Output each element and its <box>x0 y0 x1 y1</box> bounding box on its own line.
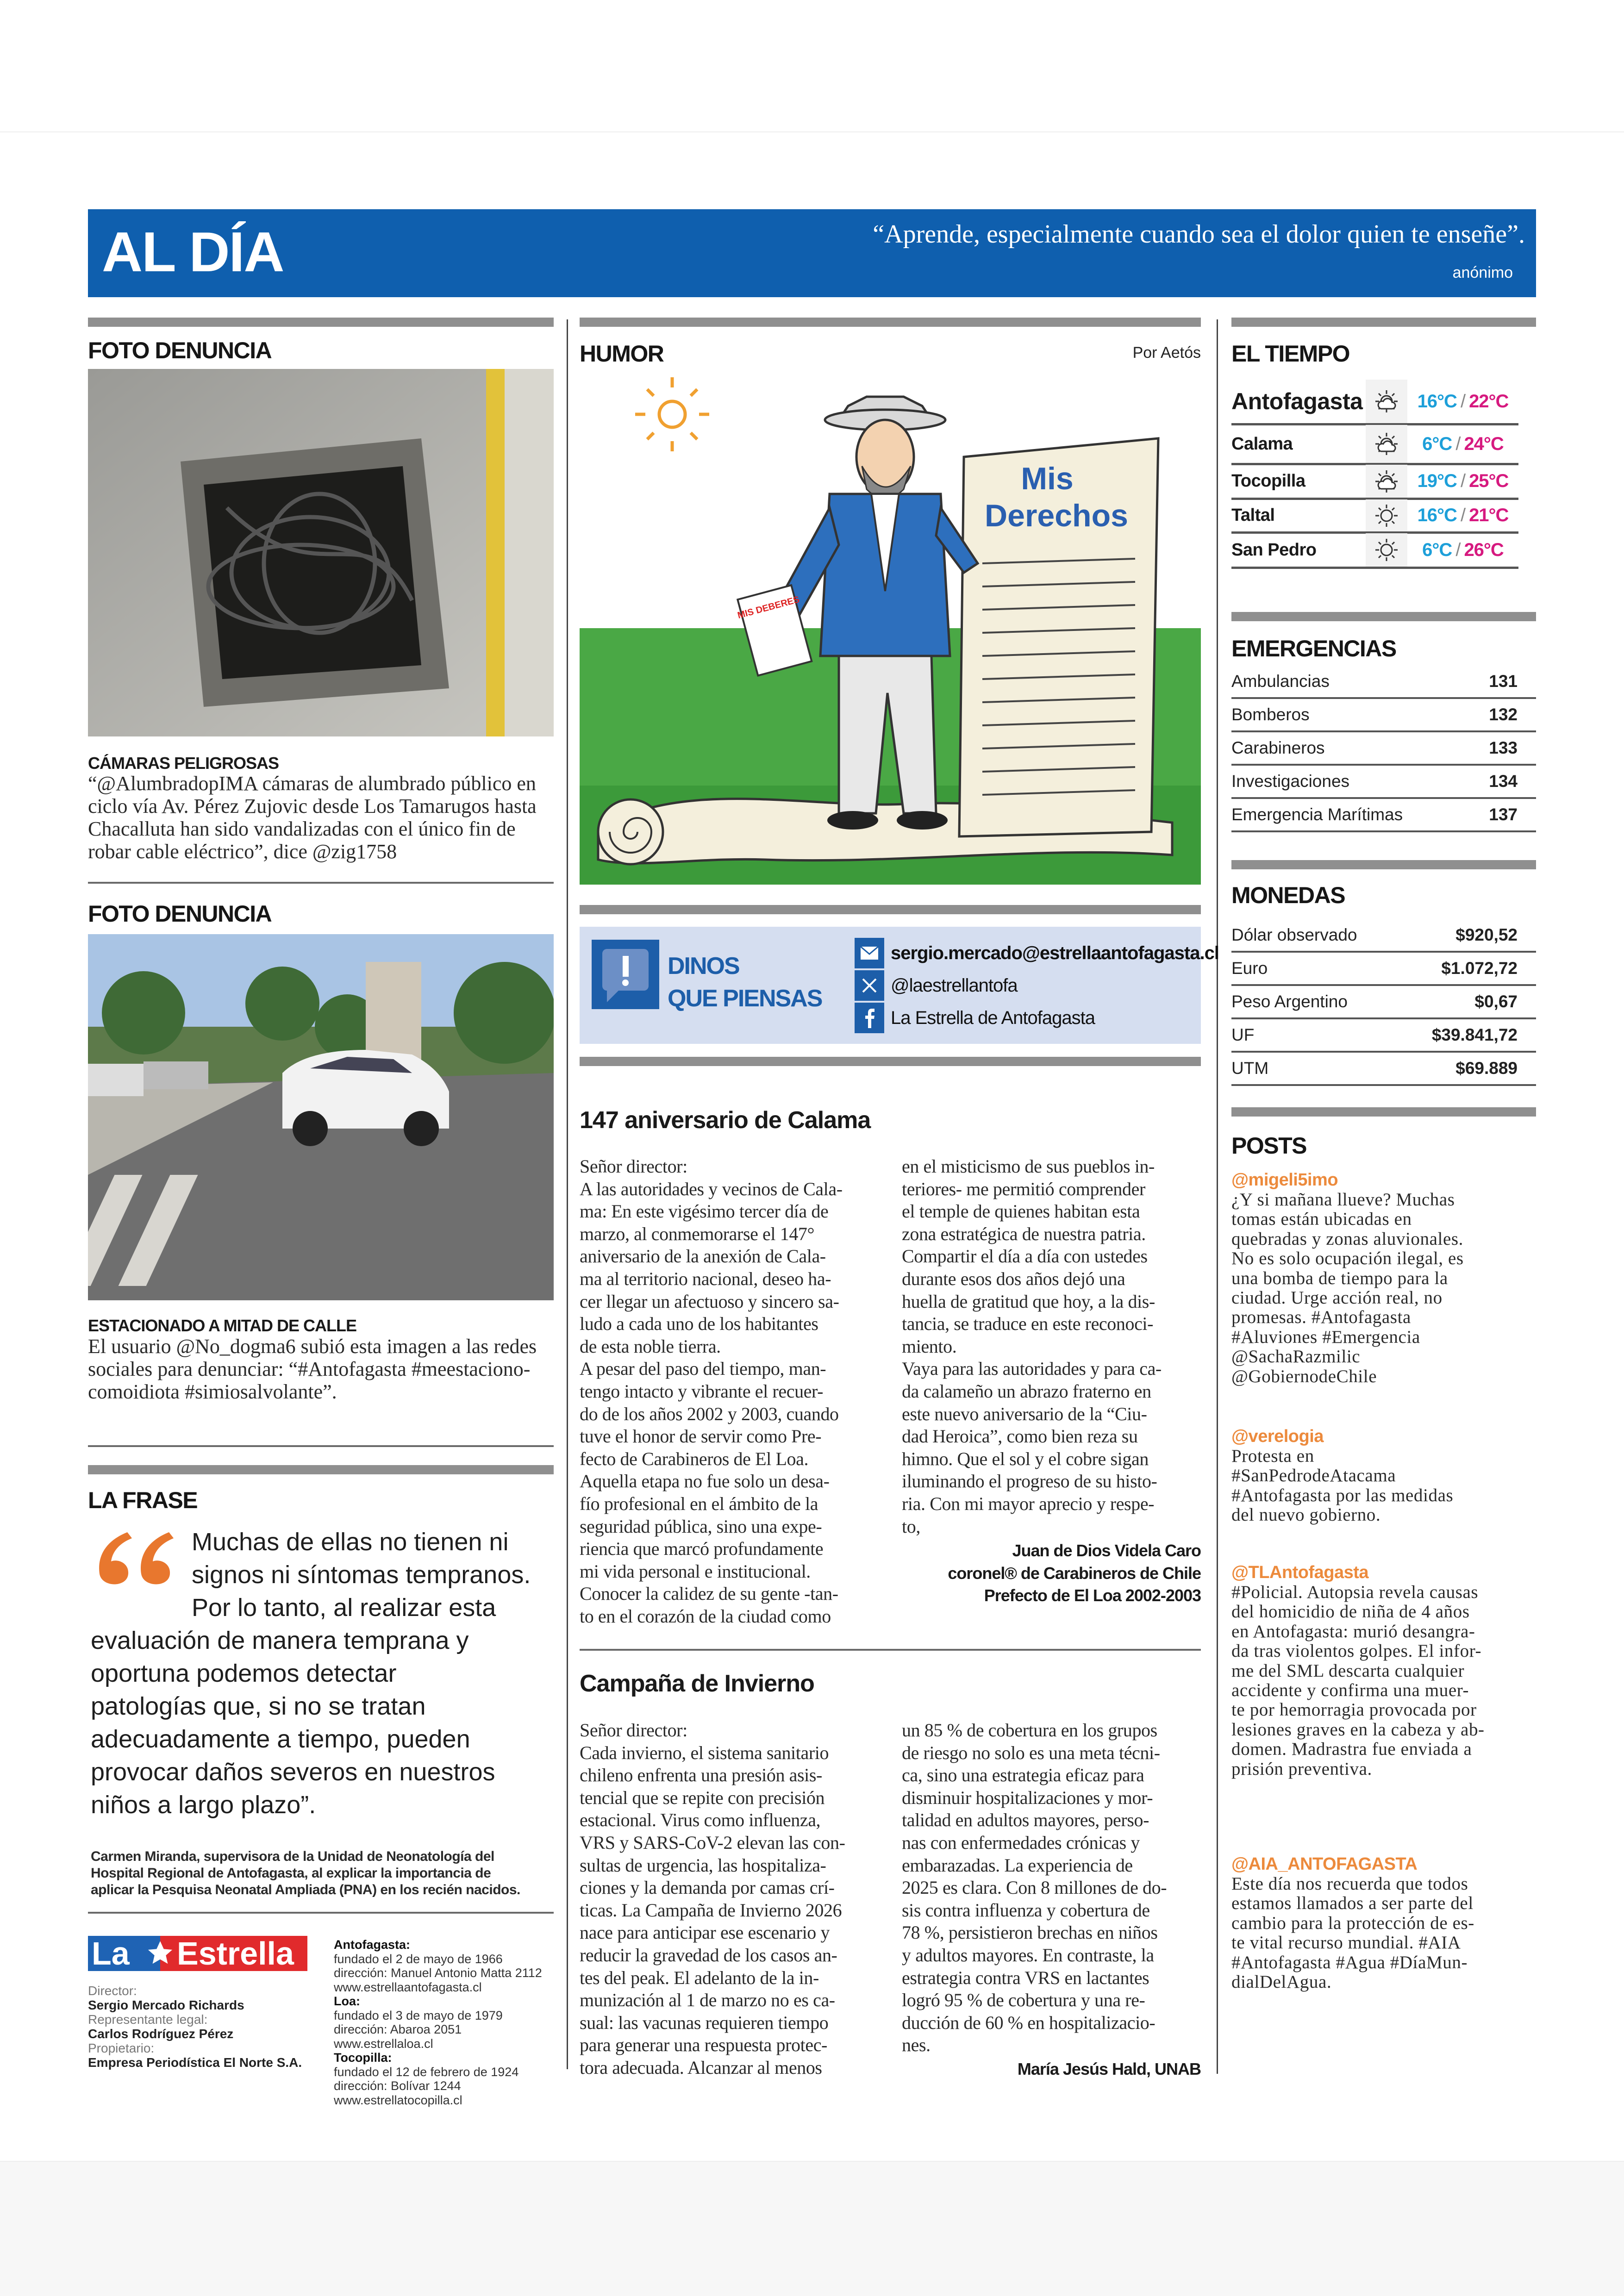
post-text-line: No es solo ocupación ilegal, es <box>1231 1248 1464 1269</box>
page-edge <box>0 131 1624 132</box>
emergencies-row <box>1231 799 1536 832</box>
post-text-line: #SanPedrodeAtacama <box>1231 1466 1396 1486</box>
text-line: A las autoridades y vecinos de Cala- <box>580 1178 843 1199</box>
post-text-line: Este día nos recuerda que todos <box>1231 1874 1468 1894</box>
emergencies-label: Emergencia Marítimas <box>1231 805 1403 824</box>
post-text-line: tomas están ubicadas en <box>1231 1209 1412 1229</box>
post-text-line: promesas. #Antofagasta <box>1231 1307 1411 1328</box>
post-item <box>1231 1170 1464 1386</box>
temp-separator: / <box>1460 505 1466 525</box>
weather-city: Taltal <box>1231 505 1275 525</box>
text-line: mi vida personal e institucional. <box>580 1560 811 1582</box>
post-text-line: estamos llamados a ser parte del <box>1231 1893 1474 1914</box>
edition-address: dirección: Bolívar 1244 <box>334 2079 461 2093</box>
weather-temps <box>1407 471 1518 492</box>
text-line: zona estratégica de nuestra patria. <box>902 1223 1146 1244</box>
post-text-line: #Aluviones #Emergencia <box>1231 1327 1420 1347</box>
weather-row <box>1231 499 1518 534</box>
text-line: robar cable eléctrico”, dice @zig1758 <box>88 840 397 863</box>
text-line: ludo a cada uno de los habitantes <box>580 1313 818 1335</box>
edition-web: www.estrellatocopilla.cl <box>334 2093 462 2107</box>
contact-list <box>855 937 1219 1034</box>
section-bar <box>88 1465 554 1474</box>
section-bar <box>1231 318 1536 327</box>
currencies-value: $39.841,72 <box>1431 1025 1518 1044</box>
text-line: en el misticismo de sus pueblos in- <box>902 1156 1155 1177</box>
text-line: ciclo vía Av. Pérez Zujovic desde Los Tamarugos hasta <box>88 795 537 817</box>
text-line: tuve el honor de servir como Pre- <box>580 1426 822 1447</box>
text-line: embarazadas. La experiencia de <box>902 1854 1133 1876</box>
letter-column <box>580 1719 845 2079</box>
text-line: de riesgo no solo es una meta técni- <box>902 1742 1160 1763</box>
page-bottom-margin <box>0 2161 1624 2296</box>
edition-web: www.estrellaloa.cl <box>334 2036 433 2051</box>
text-line: estacional. Virus como influenza, <box>580 1809 821 1831</box>
post-text-line: @SachaRazmilic <box>1231 1347 1361 1367</box>
text-line: marzo, al conmemorarse el 147° <box>580 1223 815 1244</box>
currencies-label: UF <box>1231 1025 1255 1044</box>
temp-separator: / <box>1455 539 1461 560</box>
photo-parked-car <box>88 934 554 1300</box>
edition-address: dirección: Abaroa 2051 <box>334 2022 462 2036</box>
weather-row <box>1231 380 1518 425</box>
edition-name: Loa: <box>334 1994 360 2008</box>
posts-heading: POSTS <box>1231 1133 1306 1159</box>
scroll-title-2: Derechos <box>985 498 1128 533</box>
emergencies-label: Investigaciones <box>1231 772 1350 791</box>
emergencies-label: Carabineros <box>1231 738 1325 757</box>
text-line: Compartir el día a día con ustedes <box>902 1246 1148 1267</box>
quote-line: provocar daños severos en nuestros <box>91 1758 495 1786</box>
post-text-line: del homicidio de niña de 4 años <box>1231 1602 1470 1622</box>
section-bar <box>1231 612 1536 621</box>
text-line: comoidiota #simiosalvolante”. <box>88 1380 337 1403</box>
section-header <box>88 209 1536 297</box>
text-line: iluminando el progreso de su histo- <box>902 1471 1157 1492</box>
foto-denuncia-heading: FOTO DENUNCIA <box>88 337 272 363</box>
contact-item[interactable] <box>855 937 1219 969</box>
post-text-line: del nuevo gobierno. <box>1231 1505 1381 1525</box>
emergencies-row <box>1231 766 1536 799</box>
logo-text-right: Estrella <box>174 1936 307 1971</box>
emergencies-label: Bomberos <box>1231 705 1310 724</box>
text-line: tes del peak. El adelanto de la in- <box>580 1967 819 1988</box>
text-line: to en el corazón de la ciudad como <box>580 1605 831 1627</box>
contact-text[interactable]: La Estrella de Antofagasta <box>891 1007 1095 1028</box>
letter-title: 147 aniversario de Calama <box>580 1107 871 1134</box>
text-line: fecto de Carabineros de El Loa. <box>580 1448 809 1469</box>
currencies-label: Dólar observado <box>1231 925 1357 944</box>
photo-caption <box>88 1335 537 1403</box>
currencies-heading: MONEDAS <box>1231 882 1345 908</box>
quote-line: Por lo tanto, al realizar esta <box>192 1594 496 1622</box>
photo-caption <box>88 772 537 863</box>
column-divider <box>1217 319 1218 2074</box>
temp-min: 6°C <box>1422 539 1452 560</box>
currencies-value: $69.889 <box>1455 1059 1518 1078</box>
header-quote-author: anónimo <box>1452 264 1513 281</box>
divider <box>580 1649 1201 1651</box>
section-bar <box>580 1057 1201 1066</box>
staff-role: Director: <box>88 1984 137 1998</box>
facebook-icon <box>855 1003 884 1033</box>
currencies-row <box>1231 919 1536 953</box>
post-text-line: #Antofagasta por las medidas <box>1231 1485 1454 1505</box>
weather-row <box>1231 465 1518 500</box>
text-line: chileno enfrenta una presión asis- <box>580 1765 822 1786</box>
text-line: sual: las vacunas requieren tiempo <box>580 2012 829 2033</box>
text-line: aniversario de la anexión de Cala- <box>580 1246 826 1267</box>
section-bar <box>580 905 1201 914</box>
quote-line: signos ni síntomas tempranos. <box>192 1561 531 1589</box>
emergencies-value: 133 <box>1489 738 1518 757</box>
post-text-line: accidente y confirma una muer- <box>1231 1680 1469 1701</box>
partly-cloudy-icon <box>1366 380 1407 423</box>
post-handle[interactable]: @TLAntofagasta <box>1231 1563 1369 1582</box>
column-divider <box>567 319 568 2069</box>
text-line: Aquella etapa no fue solo un desa- <box>580 1471 830 1492</box>
currencies-label: UTM <box>1231 1059 1269 1078</box>
text-line: Señor director: <box>580 1156 687 1177</box>
text-line: aplicar la Pesquisa Neonatal Ampliada (PNA) en los recién nacidos. <box>91 1882 520 1897</box>
caption-title: CÁMARAS PELIGROSAS <box>88 754 279 773</box>
text-line: huella de gratitud que hoy, a la dis- <box>902 1291 1155 1312</box>
text-line: coronel® de Carabineros de Chile <box>948 1563 1201 1583</box>
cartoon-note: MIS DEBERES <box>736 594 801 621</box>
humor-heading: HUMOR <box>580 341 664 367</box>
staff-name: Carlos Rodríguez Pérez <box>88 2027 234 2041</box>
staff-role: Representante legal: <box>88 2012 208 2027</box>
text-line: Juan de Dios Videla Caro <box>1012 1541 1201 1560</box>
post-text-line: domen. Madrastra fue enviada a <box>1231 1739 1472 1759</box>
weather-row <box>1231 425 1518 465</box>
exclamation-bubble-icon <box>592 940 659 1009</box>
quote-line: oportuna podemos detectar <box>91 1660 397 1687</box>
temp-max: 24°C <box>1464 433 1504 454</box>
weather-city: Antofagasta <box>1231 388 1363 414</box>
sun-icon <box>1366 533 1407 567</box>
text-line: do de los años 2002 y 2003, cuando <box>580 1403 839 1424</box>
text-line: Carmen Miranda, supervisora de la Unidad de Neonatología del <box>91 1849 494 1864</box>
x-icon <box>855 970 884 1001</box>
logo-text-left: La <box>88 1936 146 1971</box>
staff-name: Sergio Mercado Richards <box>88 1998 244 2012</box>
staff-credits <box>88 1984 302 2070</box>
post-text-line: da tras violentos golpes. El infor- <box>1231 1641 1482 1661</box>
text-line: ca, sino una estrategia eficaz para <box>902 1765 1144 1786</box>
emergencies-value: 131 <box>1489 672 1518 691</box>
text-line: de esta noble tierra. <box>580 1335 721 1357</box>
text-line: Prefecto de El Loa 2002-2003 <box>984 1586 1201 1605</box>
text-line: Señor director: <box>580 1720 687 1741</box>
post-handle[interactable]: @migeli5imo <box>1231 1170 1338 1190</box>
emergencies-row <box>1231 666 1536 699</box>
quote-line: adecuadamente a tiempo, pueden <box>91 1725 470 1753</box>
edition-founded: fundado el 12 de febrero de 1924 <box>334 2065 519 2079</box>
partly-cloudy-icon <box>1366 425 1407 463</box>
currencies-value: $1.072,72 <box>1441 959 1518 978</box>
staff-role: Propietario: <box>88 2041 155 2055</box>
post-item <box>1231 1563 1485 1779</box>
temp-min: 16°C <box>1417 391 1457 412</box>
emergencies-row <box>1231 699 1536 732</box>
temp-max: 26°C <box>1464 539 1504 560</box>
quote-line: niños a largo plazo”. <box>91 1791 316 1819</box>
temp-separator: / <box>1460 391 1466 412</box>
currencies-row <box>1231 986 1536 1019</box>
section-bar <box>1231 860 1536 869</box>
weather-city: Tocopilla <box>1231 471 1305 491</box>
mail-icon <box>855 938 884 968</box>
weather-city: Calama <box>1231 434 1293 454</box>
text-line: y adultos mayores. En contraste, la <box>902 1944 1154 1965</box>
text-line: tencial que se repite con precisión <box>580 1787 825 1808</box>
text-line: 78 %, persistieron brechas en niños <box>902 1922 1158 1943</box>
divider <box>88 1445 554 1447</box>
emergencies-heading: EMERGENCIAS <box>1231 636 1396 661</box>
la-frase-heading: LA FRASE <box>88 1487 198 1513</box>
temp-max: 25°C <box>1469 471 1509 491</box>
post-item <box>1231 1854 1474 1992</box>
text-line: Conocer la calidez de su gente -tan- <box>580 1583 838 1604</box>
currencies-value: $0,67 <box>1474 992 1518 1011</box>
text-line: sociales para denunciar: “#Antofagasta #meestaciono- <box>88 1358 531 1380</box>
text-line: reducir la gravedad de los casos an- <box>580 1944 837 1965</box>
edition-web: www.estrellaantofagasta.cl <box>334 1980 482 1994</box>
text-line: logró 95 % de cobertura y una re- <box>902 1990 1145 2011</box>
post-text-line: lesiones graves en la cabeza y ab- <box>1231 1719 1485 1740</box>
currencies-row <box>1231 1019 1536 1053</box>
temp-separator: / <box>1460 471 1466 491</box>
edition-founded: fundado el 3 de mayo de 1979 <box>334 2008 503 2022</box>
quote-text <box>91 1526 531 1822</box>
sun-icon <box>1366 499 1407 531</box>
text-line: Hospital Regional de Antofagasta, al explicar la importancia de <box>91 1866 491 1881</box>
currencies-label: Peso Argentino <box>1231 992 1348 1011</box>
divider <box>88 1912 554 1914</box>
foto-denuncia-heading: FOTO DENUNCIA <box>88 901 272 927</box>
text-line: da calameño un abrazo fraterno en <box>902 1380 1151 1402</box>
quote-attribution <box>91 1848 520 1898</box>
cartoon-byline: Por Aetós <box>1132 344 1201 362</box>
post-text-line: en Antofagasta: murió desangra- <box>1231 1621 1475 1641</box>
weather-temps <box>1407 505 1518 526</box>
header-quote: “Aprende, especialmente cuando sea el dolor quien te enseñe”. <box>873 220 1525 249</box>
text-line: tengo intacto y vibrante el recuer- <box>580 1380 824 1402</box>
emergencies-row <box>1231 732 1536 766</box>
contact-item[interactable] <box>855 1002 1219 1034</box>
currencies-label: Euro <box>1231 959 1268 978</box>
post-text-line: cambio para la protección de es- <box>1231 1913 1474 1933</box>
post-text-line: te por hemorragia provocada por <box>1231 1700 1477 1720</box>
post-text-line: ¿Y si mañana llueve? Muchas <box>1231 1190 1455 1210</box>
contact-text[interactable]: sergio.mercado@estrellaantofagasta.cl <box>891 942 1219 963</box>
text-line: VRS y SARS-CoV-2 elevan las con- <box>580 1832 845 1853</box>
edition-address: dirección: Manuel Antonio Matta 2112 <box>334 1966 542 1980</box>
text-line: fío profesional en el ámbito de la <box>580 1493 818 1514</box>
section-title: AL DÍA <box>102 220 284 283</box>
text-line: ciones y la demanda por camas crí- <box>580 1877 835 1898</box>
text-line: munización al 1 de marzo no es ca- <box>580 1990 835 2011</box>
section-bar <box>580 318 1201 327</box>
edition-name: Antofagasta: <box>334 1938 411 1952</box>
scroll-title-1: Mis <box>1021 461 1074 496</box>
humor-cartoon <box>580 369 1201 885</box>
post-text-line: dialDelAgua. <box>1231 1972 1332 1992</box>
text-line: teriores- me permitió comprender <box>902 1178 1145 1199</box>
post-text-line: ciudad. Urge acción real, no <box>1231 1288 1443 1308</box>
emergencies-value: 137 <box>1489 805 1518 824</box>
section-bar <box>1231 1107 1536 1117</box>
text-line: ma al territorio nacional, deseo ha- <box>580 1268 831 1289</box>
weather-temps <box>1407 540 1518 561</box>
text-line: ticas. La Campaña de Invierno 2026 <box>580 1899 842 1921</box>
dinos-title <box>668 950 822 1015</box>
quote-line: patologías que, si no se tratan <box>91 1692 426 1720</box>
temp-min: 19°C <box>1417 471 1457 491</box>
letter-signature <box>948 1540 1201 1607</box>
text-line: nace para anticipar ese escenario y <box>580 1922 830 1943</box>
partly-cloudy-icon <box>1366 465 1407 498</box>
contact-box <box>580 927 1219 1044</box>
text-line: sultas de urgencia, las hospitaliza- <box>580 1854 826 1876</box>
text-line: 2025 es clara. Con 8 millones de do- <box>902 1877 1167 1898</box>
edition-name: Tocopilla: <box>334 2051 392 2065</box>
post-text-line: te vital recurso mundial. #AIA <box>1231 1933 1461 1953</box>
weather-row <box>1231 533 1518 569</box>
text-line: El usuario @No_dogma6 subió esta imagen a las redes <box>88 1335 537 1358</box>
text-line: Vaya para las autoridades y para ca- <box>902 1358 1162 1379</box>
text-line: Chacalluta han sido vandalizadas con el único fin de <box>88 817 516 840</box>
temp-separator: / <box>1455 433 1461 454</box>
text-line: ma: En este vigésimo tercer día de <box>580 1201 829 1222</box>
text-line: riencia que marcó profundamente <box>580 1538 824 1560</box>
post-text-line: #Antofagasta #Agua #DíaMun- <box>1231 1952 1468 1972</box>
contact-text[interactable]: @laestrellantofa <box>891 975 1018 996</box>
emergencies-label: Ambulancias <box>1231 672 1330 691</box>
contact-item[interactable] <box>855 969 1219 1002</box>
text-line: durante esos dos años dejó una <box>902 1268 1125 1289</box>
temp-min: 6°C <box>1422 433 1452 454</box>
star-icon <box>146 1936 174 1971</box>
text-line: disminuir hospitalizaciones y mor- <box>902 1787 1153 1808</box>
text-line: seguridad pública, sino una expe- <box>580 1516 822 1537</box>
letter-column <box>902 1155 1162 1538</box>
letter-title: Campaña de Invierno <box>580 1670 814 1697</box>
edition-founded: fundado el 2 de mayo de 1966 <box>334 1952 503 1966</box>
text-line: cer llegar un afectuoso y sincero sa- <box>580 1291 839 1312</box>
text-line: miento. <box>902 1335 957 1357</box>
text-line: tancia, se traduce en este reconoci- <box>902 1313 1154 1335</box>
post-text-line: Protesta en <box>1231 1446 1314 1466</box>
post-text-line: quebradas y zonas aluvionales. <box>1231 1229 1464 1249</box>
text-line: talidad en adultos mayores, perso- <box>902 1809 1149 1831</box>
letter-column <box>580 1155 843 1628</box>
currencies-row <box>1231 953 1536 986</box>
letter-column <box>902 1719 1167 2057</box>
text-line: “@AlumbradopIMA cámaras de alumbrado público en <box>88 772 536 795</box>
currencies-row <box>1231 1053 1536 1086</box>
text-line: to, <box>902 1516 920 1537</box>
photo-cable-hole <box>88 369 554 736</box>
text-line: sis contra influenza y cobertura de <box>902 1899 1150 1921</box>
text-line: para generar una respuesta protec- <box>580 2034 827 2056</box>
text-line: María Jesús Hald, UNAB <box>1017 2059 1201 2078</box>
post-text-line: me del SML descarta cualquier <box>1231 1660 1465 1681</box>
weather-heading: EL TIEMPO <box>1231 341 1350 367</box>
text-line: ducción de 60 % en hospitalizacio- <box>902 2012 1156 2033</box>
temp-max: 21°C <box>1469 505 1509 525</box>
caption-title: ESTACIONADO A MITAD DE CALLE <box>88 1316 356 1335</box>
emergencies-value: 132 <box>1489 705 1518 724</box>
section-bar <box>88 318 554 327</box>
text-line: el temple de quienes habitan esta <box>902 1201 1140 1222</box>
text-line: nes. <box>902 2034 931 2056</box>
dinos-title-line: QUE PIENSAS <box>668 985 822 1012</box>
newspaper-logo <box>88 1936 307 1971</box>
post-text-line: @GobiernodeChile <box>1231 1366 1377 1386</box>
text-line: tora adecuada. Alcanzar al menos <box>580 2057 822 2078</box>
currencies-value: $920,52 <box>1455 925 1518 944</box>
post-item <box>1231 1427 1453 1525</box>
edition-info <box>334 1938 542 2107</box>
temp-max: 22°C <box>1469 391 1509 412</box>
temp-min: 16°C <box>1417 505 1457 525</box>
quote-line: evaluación de manera temprana y <box>91 1627 469 1654</box>
text-line: dad Heroica”, como bien reza su <box>902 1426 1138 1447</box>
post-handle[interactable]: @verelogia <box>1231 1427 1324 1446</box>
emergencies-value: 134 <box>1489 772 1518 791</box>
weather-temps <box>1407 391 1518 412</box>
text-line: estrategia contra VRS en lactantes <box>902 1967 1149 1988</box>
quote-line: Muchas de ellas no tienen ni <box>192 1528 509 1556</box>
text-line: A pesar del paso del tiempo, man- <box>580 1358 826 1379</box>
post-text-line: #Policial. Autopsia revela causas <box>1231 1582 1479 1602</box>
divider <box>88 882 554 884</box>
post-handle[interactable]: @AIA_ANTOFAGASTA <box>1231 1854 1418 1874</box>
dinos-title-line: DINOS <box>668 953 739 980</box>
post-text-line: prisión preventiva. <box>1231 1759 1372 1779</box>
weather-temps <box>1407 434 1518 455</box>
text-line: ria. Con mi mayor aprecio y respe- <box>902 1493 1155 1514</box>
text-line: Cada invierno, el sistema sanitario <box>580 1742 829 1763</box>
text-line: un 85 % de cobertura en los grupos <box>902 1720 1157 1741</box>
post-text-line: una bomba de tiempo para la <box>1231 1268 1448 1288</box>
text-line: nas con enfermedades crónicas y <box>902 1832 1140 1853</box>
weather-city: San Pedro <box>1231 540 1317 560</box>
text-line: himno. Que el sol y el cobre sigan <box>902 1448 1149 1469</box>
text-line: este nuevo aniversario de la “Ciu- <box>902 1403 1147 1424</box>
letter-signature <box>1018 2058 1201 2081</box>
staff-name: Empresa Periodística El Norte S.A. <box>88 2055 302 2070</box>
